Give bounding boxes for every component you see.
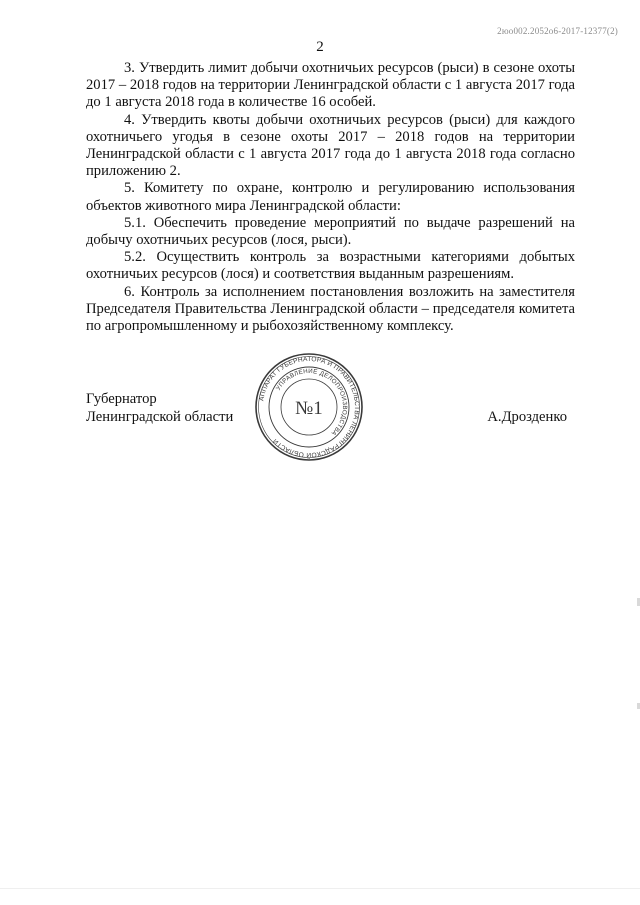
signatory-name: А.Дрозденко — [487, 409, 567, 425]
signatory-title-line1: Губернатор — [86, 391, 157, 407]
official-seal-stamp — [254, 352, 364, 462]
document-registration-code: 2юо002.2052о6-2017-12377(2) — [497, 26, 618, 36]
page-number: 2 — [316, 39, 324, 55]
paragraph-4-lynx-quotas: 4. Утвердить квоты добычи охотничьих ресурсов (рыси) для каждого охотничьего угодья в сезоне охоты 2017 – 2018 годов на территории Ленинградской области с 1 августа 2017 года до 1 августа 2018 года согласно приложению 2. — [86, 111, 575, 180]
signatory-title — [86, 390, 233, 426]
paragraph-5-1-permits: 5.1. Обеспечить проведение мероприятий по выдаче разрешений на добычу охотничьих ресурсов (лося, рыси). — [86, 214, 575, 249]
seal-outer-lettering: АППАРАТ ГУБЕРНАТОРА И ПРАВИТЕЛЬСТВА ЛЕНИНГРАДСКОЙ ОБЛАСТИ — [258, 355, 361, 459]
paragraph-5-2-control: 5.2. Осуществить контроль за возрастными категориями добытых охотничьих ресурсов (лося) и соответствия выданным разрешениям. — [86, 249, 575, 283]
seal-inner-lettering: УПРАВЛЕНИЕ ДЕЛОПРОИЗВОДСТВА — [274, 367, 349, 437]
paragraph-3-lynx-limit: 3. Утвердить лимит добычи охотничьих ресурсов (рыси) в сезоне охоты 2017 – 2018 годов на территории Ленинградской области с 1 августа 2017 года до 1 августа 2018 года в количестве 16 особей. — [86, 60, 575, 111]
paragraph-5-committee: 5. Комитету по охране, контролю и регулированию использования объектов животного мира Ленинградской области: — [86, 180, 575, 214]
document-body — [86, 60, 575, 335]
seal-graphic — [254, 352, 364, 462]
paragraph-6-oversight: 6. Контроль за исполнением постановления возложить на заместителя Председателя Правительства Ленинградской области – председателя комитета по агропромышленному и рыбохозяйственному комплексу. — [86, 283, 575, 335]
seal-number: №1 — [295, 398, 323, 419]
signatory-title-line2: Ленинградской области — [86, 409, 234, 425]
scan-bottom-edge — [0, 888, 640, 889]
